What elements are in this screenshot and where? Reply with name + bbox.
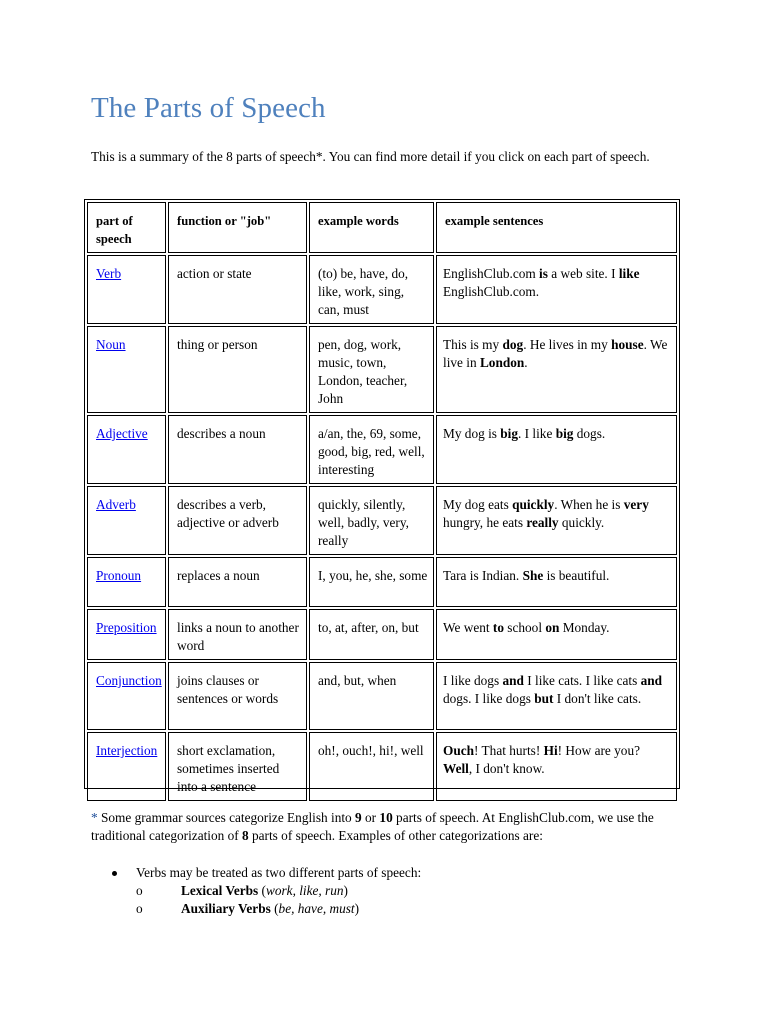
table-row (87, 557, 677, 607)
part-cell (87, 662, 166, 730)
example-words-cell: pen, dog, work, music, town, London, teacher, John (309, 326, 434, 413)
verb-examples: be, have, must (278, 901, 355, 916)
part-link-adverb[interactable]: Adverb (96, 497, 136, 512)
part-cell (87, 255, 166, 324)
function-cell: describes a noun (168, 415, 307, 484)
sub-list (136, 882, 691, 918)
table-row (87, 415, 677, 484)
sentence-text: a web site. I (547, 266, 619, 281)
sentence-text: . When he is (554, 497, 624, 512)
example-words-cell: quickly, silently, well, badly, very, really (309, 486, 434, 555)
sentence-text: We went (443, 620, 493, 635)
example-words-cell: and, but, when (309, 662, 434, 730)
footnote-number: 10 (379, 810, 393, 825)
function-cell: joins clauses or sentences or words (168, 662, 307, 730)
part-link-interjection[interactable]: Interjection (96, 743, 158, 758)
highlighted-word: house (611, 337, 644, 352)
page-title: The Parts of Speech (91, 92, 326, 124)
highlighted-word: like (618, 266, 640, 281)
sentence-text: . He lives in my (523, 337, 612, 352)
sentence-text: This is my (443, 337, 503, 352)
sentence-text: I like dogs (443, 673, 503, 688)
table-header-row (87, 202, 677, 253)
sub-list-item (136, 882, 691, 900)
footnote-number: 8 (242, 828, 249, 843)
highlighted-word: is (539, 266, 548, 281)
footnote-text (91, 810, 654, 843)
table-row (87, 732, 677, 801)
sub-list-item (136, 900, 691, 918)
example-words-cell: to, at, after, on, but (309, 609, 434, 660)
highlighted-word: to (492, 620, 504, 635)
highlighted-word: She (522, 568, 544, 583)
sentence-text: school (503, 620, 546, 635)
highlighted-word: dog (502, 337, 524, 352)
example-words-cell: a/an, the, 69, some, good, big, red, well, interesting (309, 415, 434, 484)
header-part-of-speech: part of speech (87, 202, 166, 253)
part-link-verb[interactable]: Verb (96, 266, 122, 281)
table-row (87, 662, 677, 730)
sentence-text: . I like (518, 426, 556, 441)
verb-examples: work, like, run (265, 883, 344, 898)
example-sentence-cell (436, 732, 677, 801)
sentence-text: . We live in (443, 337, 668, 370)
highlighted-word: on (545, 620, 560, 635)
part-cell (87, 415, 166, 484)
footnote-segment: or (361, 810, 380, 825)
parts-of-speech-table (84, 199, 680, 794)
part-cell (87, 326, 166, 413)
header-example-words: example words (309, 202, 434, 253)
verb-type-label: Auxiliary Verbs (181, 901, 271, 916)
sentence-text: My dog eats (443, 497, 513, 512)
sentence-text: EnglishClub.com (443, 266, 540, 281)
part-link-adjective[interactable]: Adjective (96, 426, 148, 441)
sentence-text: quickly. (558, 515, 605, 530)
example-sentence-cell (436, 415, 677, 484)
sub-bullet-icon: o (136, 901, 143, 916)
sentence-text: Monday. (559, 620, 610, 635)
sentence-text: EnglishClub.com. (443, 284, 540, 299)
sentence-text: ! That hurts! (474, 743, 544, 758)
footnote (91, 809, 691, 845)
sentence-text: dogs. (573, 426, 606, 441)
sentence-text: , I don't know. (468, 761, 545, 776)
table-row (87, 255, 677, 324)
highlighted-word: but (534, 691, 554, 706)
table-row (87, 326, 677, 413)
sentence-text: I like cats. I like cats (523, 673, 641, 688)
highlighted-word: big (555, 426, 574, 441)
example-words-cell: oh!, ouch!, hi!, well (309, 732, 434, 801)
example-sentence-cell (436, 557, 677, 607)
function-cell: replaces a noun (168, 557, 307, 607)
list-item-text: Verbs may be treated as two different parts of speech: (136, 865, 422, 880)
part-cell (87, 732, 166, 801)
example-words-cell: I, you, he, she, some (309, 557, 434, 607)
header-example-sentences: example sentences (436, 202, 677, 253)
footnote-number: 9 (355, 810, 362, 825)
example-words-cell: (to) be, have, do, like, work, sing, can, must (309, 255, 434, 324)
function-cell: short exclamation, sometimes inserted into a sentence (168, 732, 307, 801)
highlighted-word: and (640, 673, 663, 688)
example-sentence-cell (436, 255, 677, 324)
part-link-preposition[interactable]: Preposition (96, 620, 157, 635)
table-row (87, 486, 677, 555)
function-cell: action or state (168, 255, 307, 324)
sentence-text: I don't like cats. (553, 691, 642, 706)
sentence-text: Tara is Indian. (443, 568, 523, 583)
highlighted-word: big (500, 426, 519, 441)
bullet-icon (112, 871, 117, 876)
sentence-text: ! How are you? (557, 743, 640, 758)
part-cell (87, 609, 166, 660)
example-sentence-cell (436, 609, 677, 660)
function-cell: describes a verb, adjective or adverb (168, 486, 307, 555)
footnote-segment: parts of speech. At EnglishClub.com, we use the traditional categorization of (91, 810, 654, 843)
table-row (87, 609, 677, 660)
part-link-pronoun[interactable]: Pronoun (96, 568, 142, 583)
part-cell (87, 557, 166, 607)
sentence-text: hungry, he eats (443, 515, 527, 530)
paren-close: ) (343, 883, 348, 898)
highlighted-word: very (623, 497, 649, 512)
example-sentence-cell (436, 326, 677, 413)
function-cell: links a noun to another word (168, 609, 307, 660)
list-item (91, 864, 691, 918)
sentence-text: My dog is (443, 426, 501, 441)
paren-open: ( (270, 901, 279, 916)
highlighted-word: really (526, 515, 559, 530)
intro-paragraph: This is a summary of the 8 parts of speech*. You can find more detail if you click on each part of speech. (91, 149, 650, 164)
header-function: function or "job" (168, 202, 307, 253)
footnote-segment: Some grammar sources categorize English into (97, 810, 356, 825)
highlighted-word: Well (443, 761, 469, 776)
sentence-text: . (524, 355, 528, 370)
sentence-text: is beautiful. (543, 568, 610, 583)
example-sentence-cell (436, 662, 677, 730)
highlighted-word: quickly (512, 497, 555, 512)
highlighted-word: London (479, 355, 525, 370)
paren-open: ( (258, 883, 266, 898)
paren-close: ) (354, 901, 360, 916)
highlighted-word: Ouch (443, 743, 475, 758)
sub-bullet-icon: o (136, 883, 143, 898)
part-cell (87, 486, 166, 555)
categorization-list (91, 864, 691, 918)
part-link-noun[interactable]: Noun (96, 337, 126, 352)
footnote-asterisk: * (91, 810, 98, 825)
part-link-conjunction[interactable]: Conjunction (96, 673, 162, 688)
highlighted-word: Hi (543, 743, 558, 758)
highlighted-word: and (502, 673, 524, 688)
footnote-segment: parts of speech. Examples of other categorizations are: (248, 828, 543, 843)
sentence-text: dogs. I like dogs (443, 691, 535, 706)
example-sentence-cell (436, 486, 677, 555)
verb-type-label: Lexical Verbs (181, 883, 259, 898)
function-cell: thing or person (168, 326, 307, 413)
